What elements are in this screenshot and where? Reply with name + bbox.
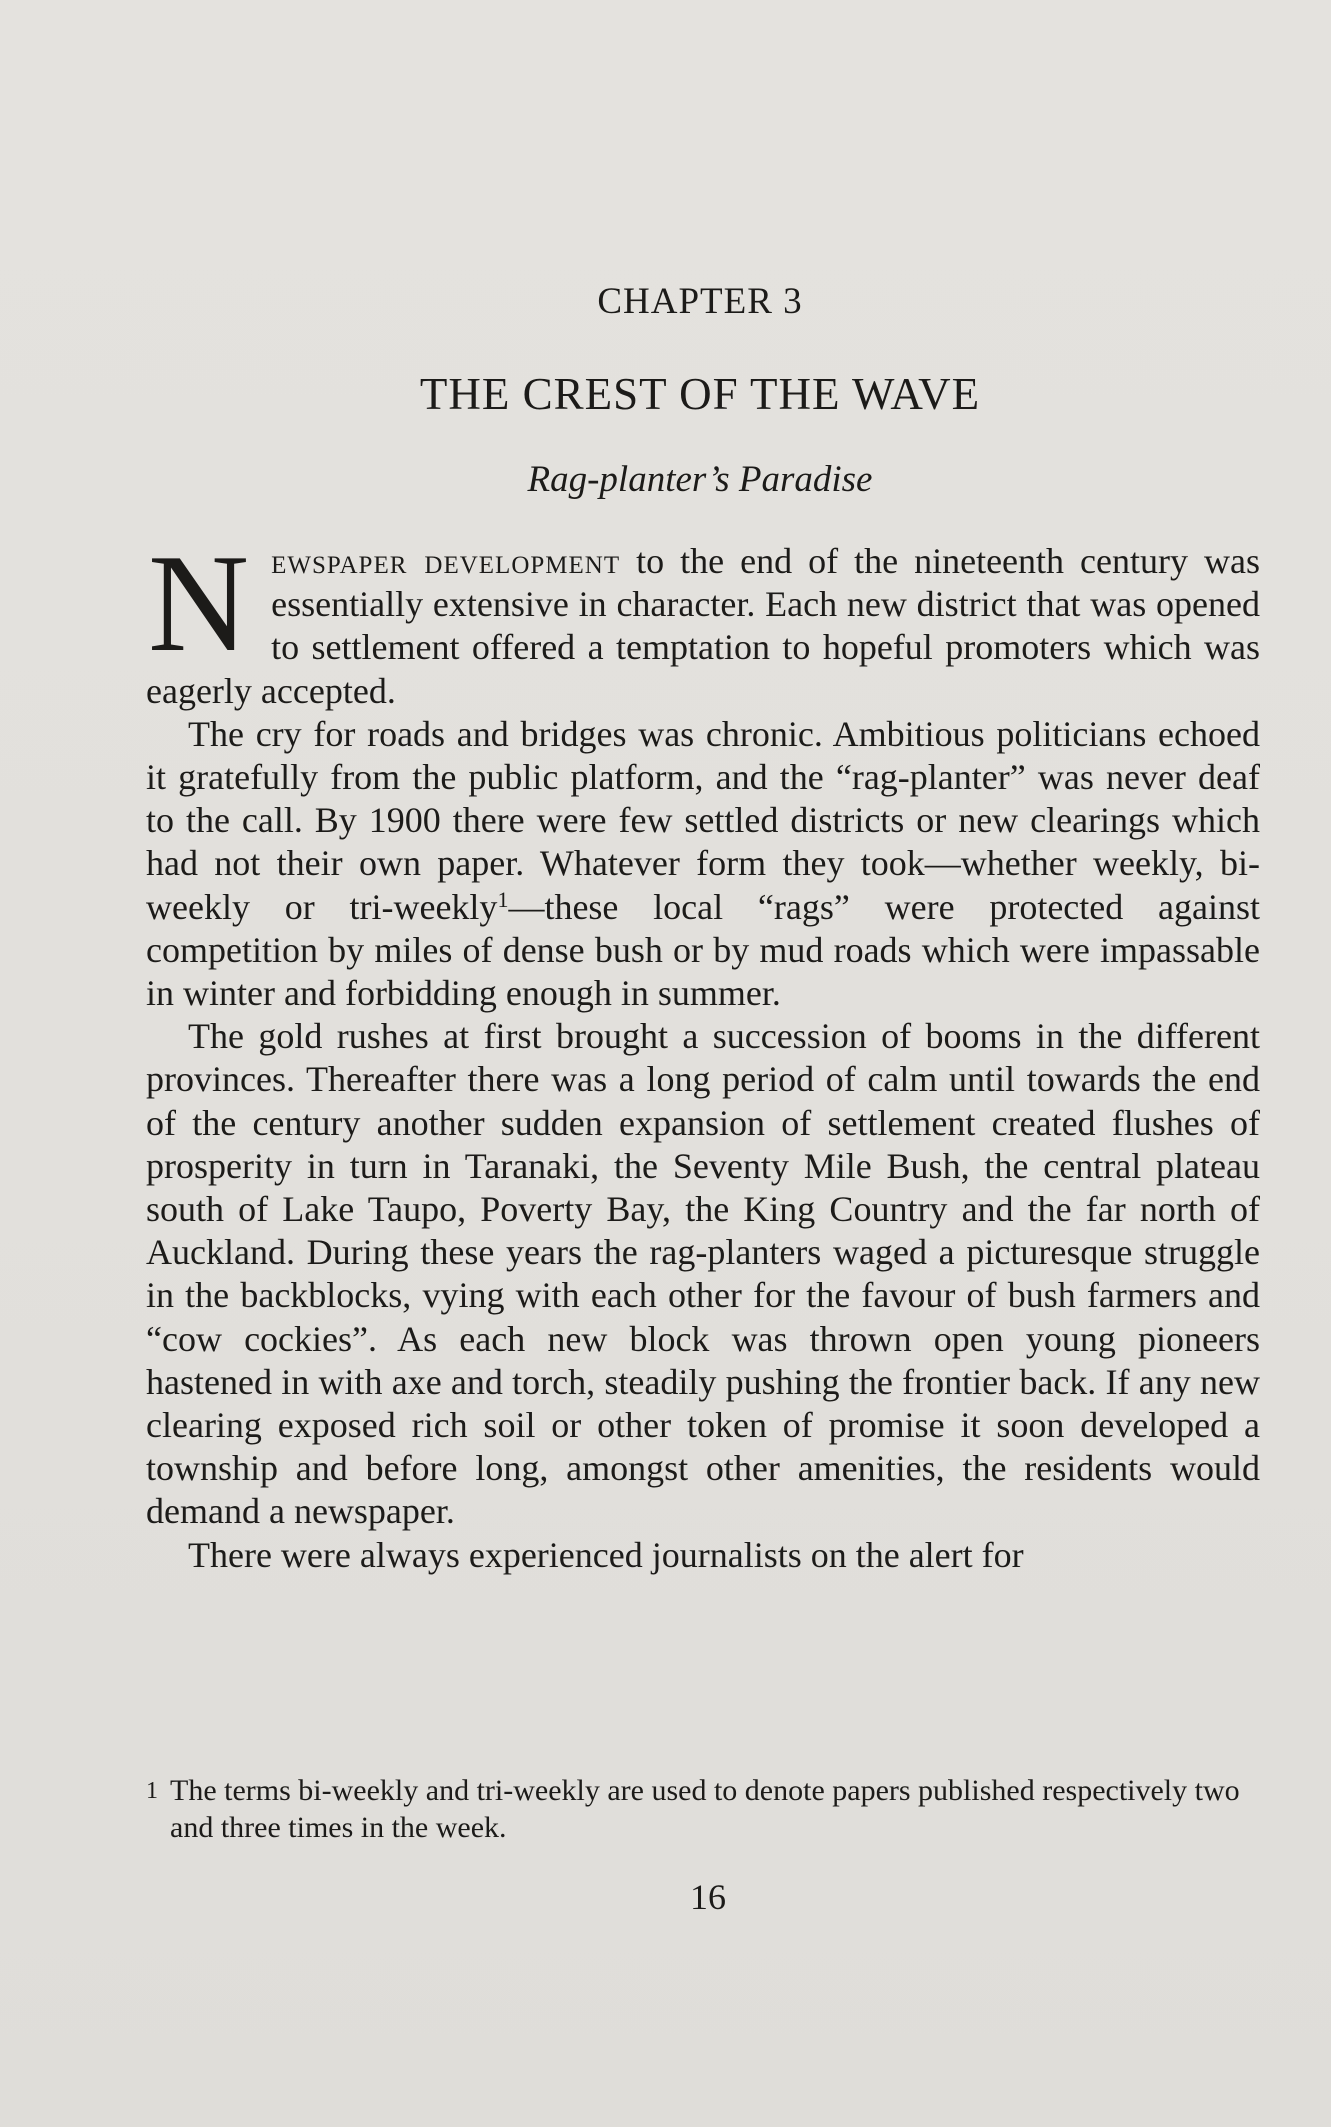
paragraph-2-text-a: The cry for roads and bridges was chronic. Ambitious politicians echoed it gratefully from the public platform, and the “rag-planter” was never deaf to the call. By 1900 there were few settled districts or new clearings which had not their own paper. Whatever form they took—whether weekly, bi-weekly or tri-weekly — [146, 713, 1260, 927]
page-number: 16 — [690, 1877, 726, 1917]
body-text — [146, 526, 1260, 1577]
footnote-number: 1 — [146, 1778, 158, 1804]
footnote-text: The terms bi-weekly and tri-weekly are used to denote papers published respectively two and three times in the week. — [170, 1774, 1240, 1844]
chapter-title: THE CREST OF THE WAVE — [419, 369, 981, 419]
paragraph-3: The gold rushes at first brought a succession of booms in the different provinces. Thereafter there was a long period of calm until towards the end of the century another sudden expansion of settlement created flushes of prosperity in turn in Taranaki, the Seventy Mile Bush, the central plateau south of Lake Taupo, Poverty Bay, the King Country and the far north of Auckland. During these years the rag-planters waged a picturesque struggle in the backblocks, vying with each other for the favour of bush farmers and “cow cockies”. As each new block was thrown open young pioneers hastened in with axe and torch, steadily pushing the frontier back. If any new clearing exposed rich soil or other token of promise it soon developed a township and before long, amongst other amenities, the residents would demand a newspaper. — [146, 1016, 1260, 1532]
paragraph-2 — [146, 713, 1260, 1015]
paragraph-2-text-b: —these local “rags” were protected against competition by miles of dense bush or by mud roads which were impassable in winter and forbidding enough in summer. — [146, 886, 1260, 1014]
opening-small-caps: ewspaper development — [271, 541, 621, 581]
paragraph-4: There were always experienced journalists on the alert for — [188, 1534, 1024, 1575]
footnote-reference: 1 — [497, 886, 509, 912]
paragraph-1-text: to the end of the nineteenth century was essentially extensive in character. Each new district that was opened to settlement offered a temptation to hopeful promoters which was eagerly accepted. — [146, 541, 1260, 711]
paragraph-1 — [146, 526, 1260, 713]
chapter-number: CHAPTER 3 — [597, 281, 803, 322]
drop-cap: N — [148, 526, 250, 681]
section-heading: Rag-planter’s Paradise — [527, 459, 873, 500]
footnote — [146, 1772, 1264, 1846]
